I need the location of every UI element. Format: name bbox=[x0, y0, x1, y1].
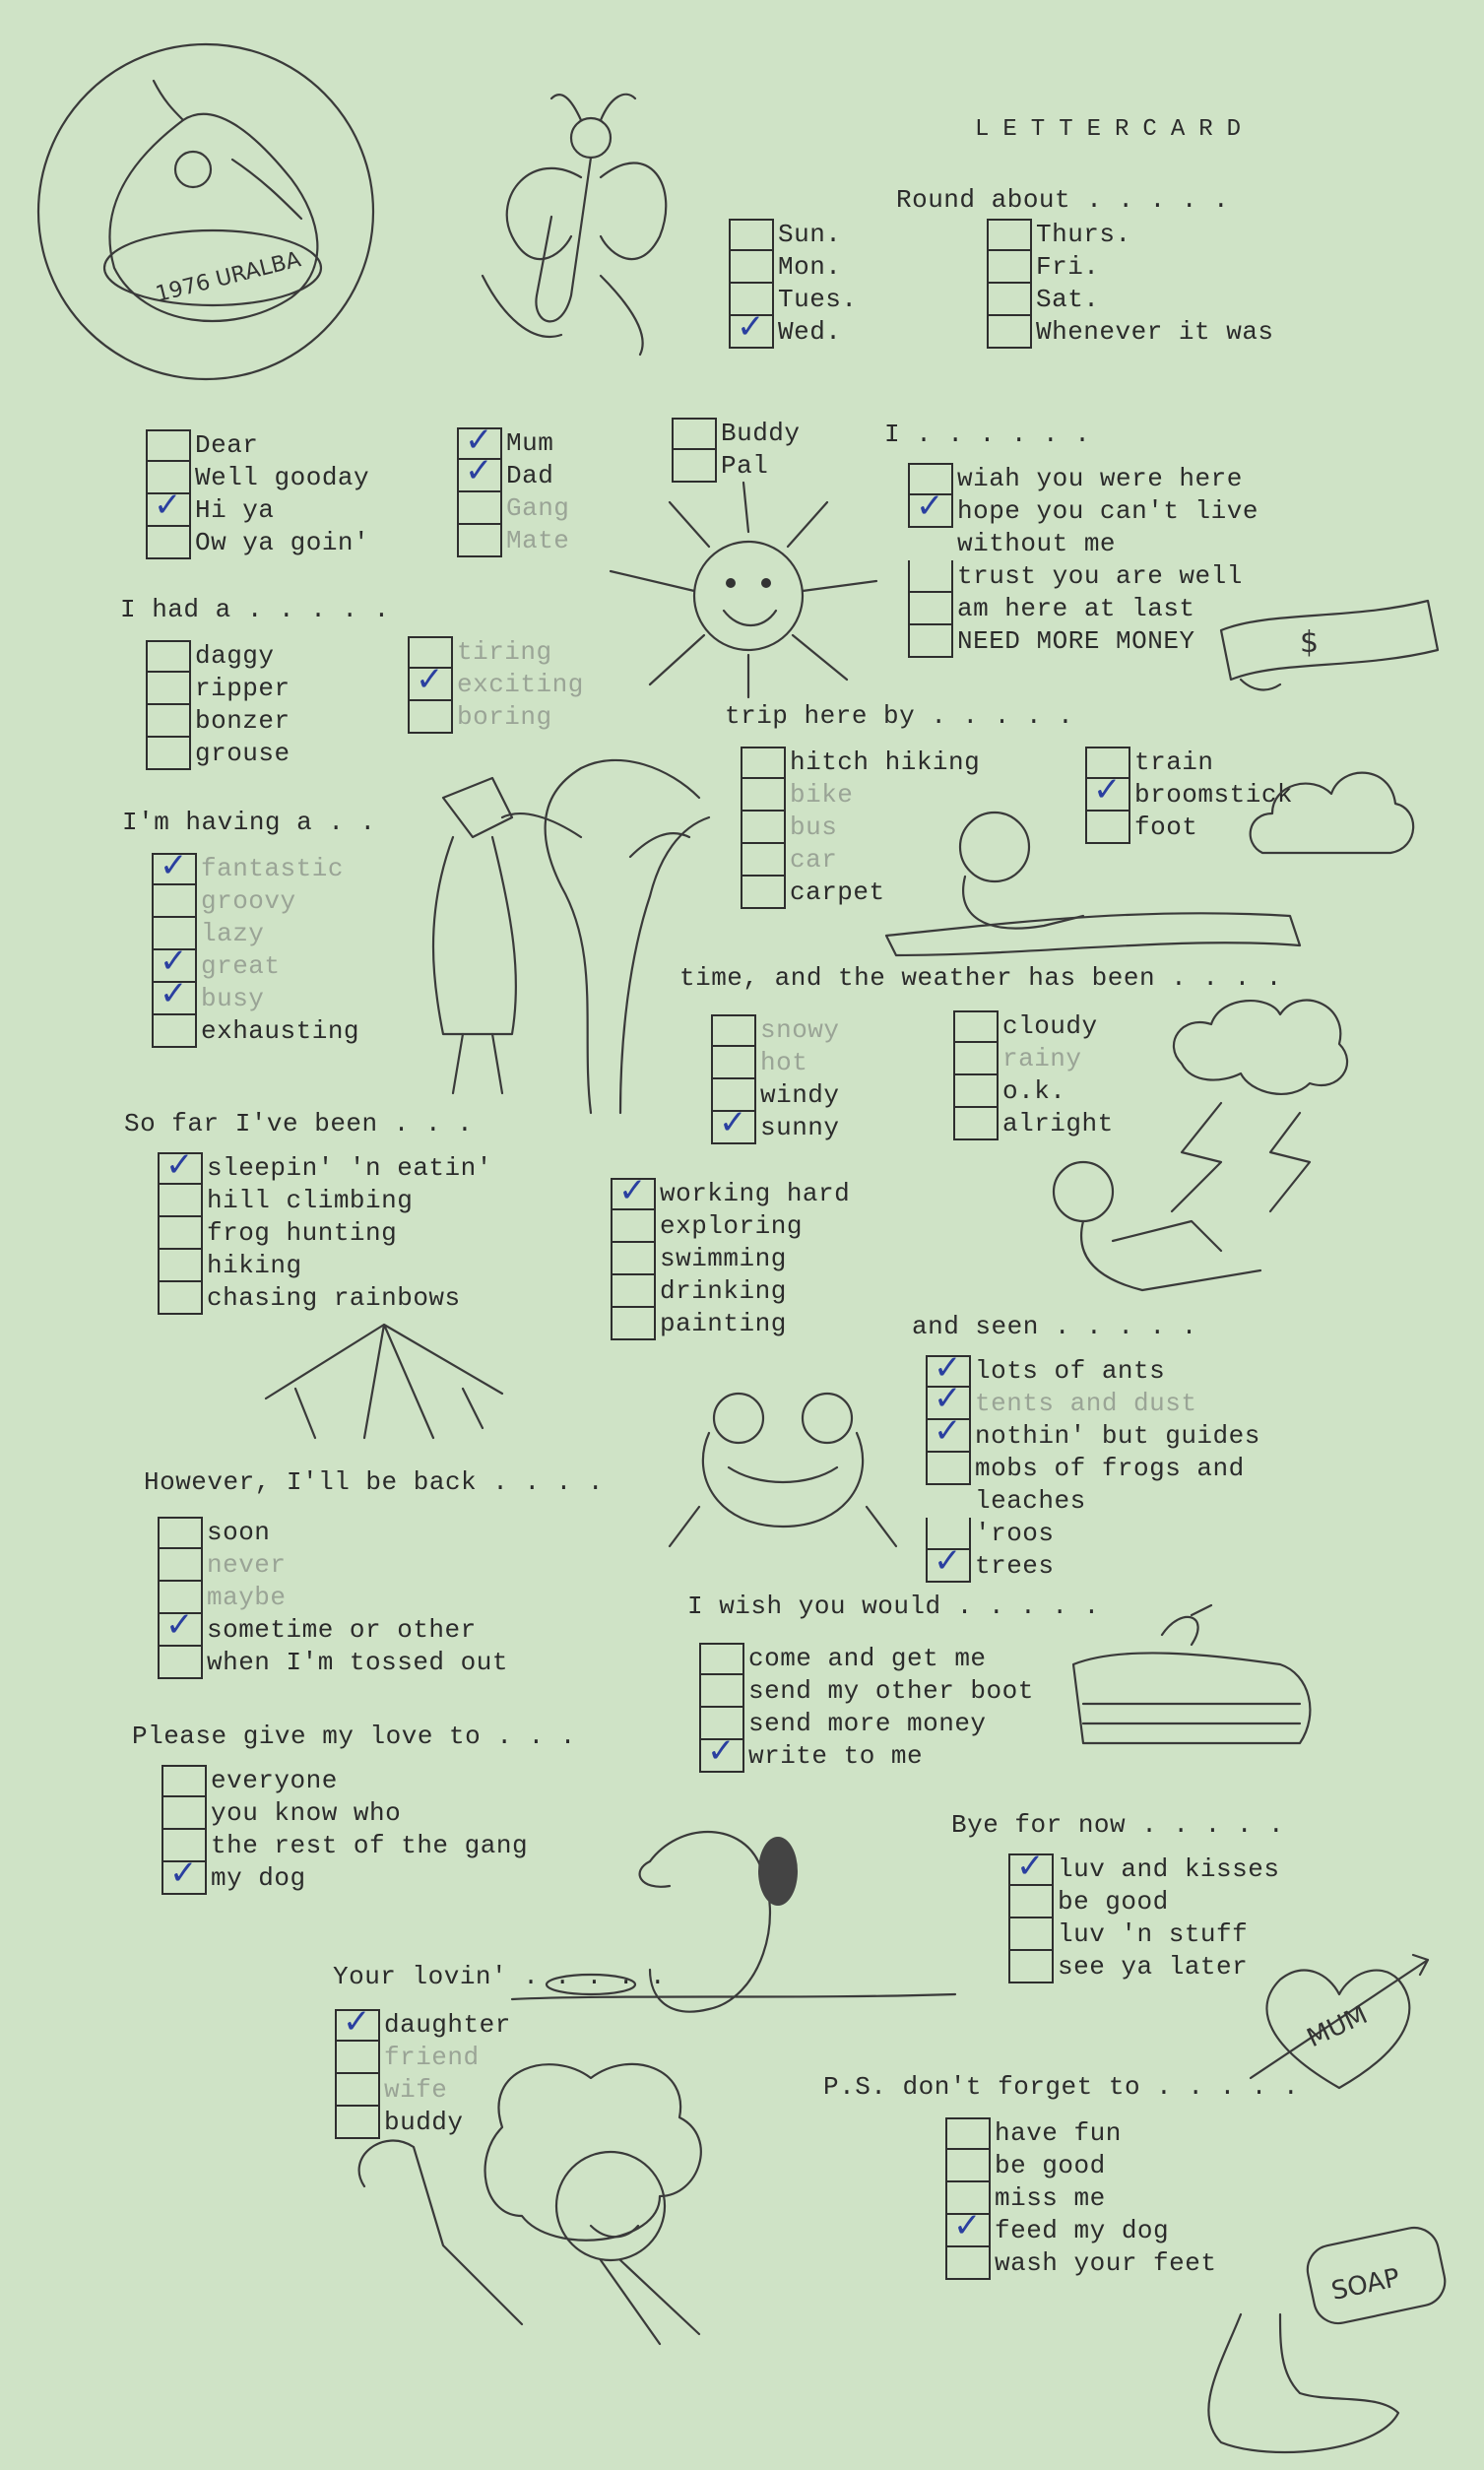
checkbox-label: wife bbox=[384, 2075, 448, 2105]
checkbox-label: miss me bbox=[995, 2183, 1106, 2213]
checkbox-label: Dad bbox=[506, 461, 554, 490]
heading-wish: I wish you would . . . . . bbox=[687, 1592, 1100, 1621]
checkbox-label: Whenever it was bbox=[1036, 317, 1274, 347]
heading-day: Round about . . . . . bbox=[896, 185, 1230, 215]
checkbox-label: send more money bbox=[748, 1709, 987, 1738]
checkbox-label: 'roos bbox=[975, 1519, 1055, 1548]
checkbox[interactable] bbox=[926, 1411, 971, 1453]
checkbox[interactable] bbox=[457, 525, 502, 557]
checkmark-icon: ✓ bbox=[465, 421, 493, 460]
checkbox[interactable] bbox=[611, 1308, 656, 1340]
checkbox[interactable] bbox=[146, 527, 191, 559]
checkbox-label: Mate bbox=[506, 526, 570, 555]
checkbox-label: Hi ya bbox=[195, 495, 275, 525]
checkbox-label: wash your feet bbox=[995, 2248, 1217, 2278]
checkbox-label: friend bbox=[384, 2043, 480, 2072]
checkmark-icon: ✓ bbox=[953, 2206, 982, 2245]
checkbox[interactable] bbox=[161, 1765, 207, 1797]
checkbox-label: Well gooday bbox=[195, 463, 370, 492]
checkbox-label: sometime or other bbox=[207, 1615, 477, 1645]
checkbox-label: Fri. bbox=[1036, 252, 1100, 282]
checkmark-icon: ✓ bbox=[165, 1605, 194, 1645]
checkbox[interactable] bbox=[729, 251, 774, 284]
checkbox-label: windy bbox=[760, 1080, 840, 1110]
heading-ps: P.S. don't forget to . . . . . bbox=[823, 2072, 1300, 2102]
checkbox-label: come and get me bbox=[748, 1644, 987, 1673]
checkbox-label: exciting bbox=[457, 670, 584, 699]
heading-lovin: Your lovin' . . . . . bbox=[333, 1962, 667, 1991]
checkbox[interactable] bbox=[741, 844, 786, 877]
checkbox[interactable] bbox=[158, 1185, 203, 1217]
heading-seen: and seen . . . . . bbox=[912, 1312, 1197, 1341]
checkbox[interactable] bbox=[146, 738, 191, 770]
checkbox-label: Mum bbox=[506, 428, 554, 458]
checkbox-label: groovy bbox=[201, 886, 296, 916]
checkbox[interactable] bbox=[953, 1108, 999, 1140]
checkbox-label: swimming bbox=[660, 1244, 787, 1273]
frog-icon bbox=[660, 1379, 906, 1556]
heading-love: Please give my love to . . . bbox=[132, 1722, 576, 1751]
checkbox[interactable] bbox=[987, 219, 1032, 251]
heading-been: So far I've been . . . bbox=[124, 1109, 474, 1138]
checkmark-icon: ✓ bbox=[160, 846, 188, 885]
checkbox[interactable] bbox=[699, 1731, 744, 1773]
checkbox-label: tents and dust bbox=[975, 1389, 1197, 1418]
checkbox-label: train bbox=[1134, 748, 1214, 777]
checkbox-label: exploring bbox=[660, 1211, 803, 1241]
checkmark-icon: ✓ bbox=[707, 1731, 736, 1771]
checkbox[interactable] bbox=[699, 1643, 744, 1675]
heading-i: I . . . . . . bbox=[884, 420, 1091, 449]
checkbox-label: Ow ya goin' bbox=[195, 528, 370, 557]
checkbox-label: Gang bbox=[506, 493, 570, 523]
checkbox[interactable] bbox=[158, 1282, 203, 1315]
checkbox[interactable] bbox=[335, 2002, 380, 2042]
checkbox[interactable] bbox=[926, 1541, 971, 1583]
checkbox[interactable] bbox=[945, 2247, 991, 2280]
checkbox-label: Buddy bbox=[721, 419, 801, 448]
checkbox-label: maybe bbox=[207, 1583, 287, 1612]
checkbox-label: working hard bbox=[660, 1179, 851, 1208]
stamp-text: 1976 URALBA bbox=[153, 247, 304, 308]
girl-waving-icon bbox=[325, 2048, 798, 2344]
checkmark-icon: ✓ bbox=[416, 660, 444, 699]
checkbox-label: Thurs. bbox=[1036, 220, 1131, 249]
checkbox[interactable] bbox=[146, 429, 191, 462]
checkbox-label: exhausting bbox=[201, 1016, 360, 1046]
money-symbol: $ bbox=[1300, 625, 1320, 660]
checkmark-icon: ✓ bbox=[169, 1853, 198, 1893]
checkbox[interactable] bbox=[945, 2150, 991, 2182]
checkmark-icon: ✓ bbox=[160, 974, 188, 1013]
checkbox[interactable] bbox=[146, 673, 191, 705]
checkbox[interactable] bbox=[158, 1549, 203, 1582]
checkbox-label: broomstick bbox=[1134, 780, 1294, 810]
checkbox[interactable] bbox=[699, 1675, 744, 1708]
checkbox-label: carpet bbox=[790, 878, 885, 907]
checkbox[interactable] bbox=[1008, 1847, 1054, 1886]
hiking-girl-icon bbox=[1024, 1142, 1270, 1330]
checkbox[interactable] bbox=[729, 219, 774, 251]
checkbox[interactable] bbox=[408, 660, 453, 701]
checkbox-label: when I'm tossed out bbox=[207, 1648, 508, 1677]
checkbox-label: car bbox=[790, 845, 838, 875]
checkbox-label: trust you are well bbox=[957, 561, 1243, 591]
checkbox-label: see ya later bbox=[1058, 1952, 1249, 1982]
checkbox-label: o.k. bbox=[1002, 1076, 1066, 1106]
checkbox[interactable] bbox=[741, 812, 786, 844]
checkbox-label: Sun. bbox=[778, 220, 842, 249]
checkbox-label: trees bbox=[975, 1551, 1055, 1581]
heading-weather: time, and the weather has been . . . . bbox=[679, 963, 1282, 993]
checkbox[interactable] bbox=[1008, 1886, 1054, 1918]
foot-soap-icon bbox=[1182, 2196, 1457, 2462]
checkbox[interactable] bbox=[457, 492, 502, 525]
checkbox[interactable] bbox=[158, 1217, 203, 1250]
checkbox[interactable] bbox=[908, 560, 953, 593]
checkbox-label: have fun bbox=[995, 2118, 1122, 2148]
checkbox[interactable] bbox=[987, 316, 1032, 349]
heading-had: I had a . . . . . bbox=[120, 595, 390, 624]
checkbox-label: send my other boot bbox=[748, 1676, 1034, 1706]
checkbox-label: feed my dog bbox=[995, 2216, 1170, 2245]
checkmark-icon: ✓ bbox=[737, 307, 765, 347]
checkbox[interactable] bbox=[161, 1797, 207, 1830]
checkbox[interactable] bbox=[611, 1243, 656, 1275]
checkmark-icon: ✓ bbox=[934, 1348, 962, 1388]
checkbox[interactable] bbox=[611, 1275, 656, 1308]
checkbox-label: lazy bbox=[201, 919, 265, 948]
checkbox-label: busy bbox=[201, 984, 265, 1013]
checkbox-label: tiring bbox=[457, 637, 552, 667]
checkbox-label: sleepin' 'n eatin' bbox=[207, 1153, 492, 1183]
sun-icon bbox=[601, 473, 886, 699]
lettercard-title: LETTERCARD bbox=[975, 116, 1256, 143]
checkbox[interactable] bbox=[741, 779, 786, 812]
checkbox[interactable] bbox=[926, 1453, 971, 1485]
checkmark-icon: ✓ bbox=[165, 1145, 194, 1185]
checkbox[interactable] bbox=[161, 1853, 207, 1895]
checkbox-label: frog hunting bbox=[207, 1218, 398, 1248]
checkmark-icon: ✓ bbox=[934, 1411, 962, 1451]
checkbox-label: be good bbox=[995, 2151, 1106, 2180]
checkmark-icon: ✓ bbox=[719, 1103, 747, 1142]
checkbox-label: hot bbox=[760, 1048, 808, 1077]
checkbox-label: cloudy bbox=[1002, 1011, 1098, 1041]
checkbox-label: bike bbox=[790, 780, 854, 810]
checkbox-label: wiah you were here bbox=[957, 464, 1243, 493]
checkbox-label: hope you can't live bbox=[957, 496, 1258, 526]
checkmark-icon: ✓ bbox=[1016, 1847, 1045, 1886]
checkbox-label: without me bbox=[957, 529, 1117, 558]
uralba-stamp-icon bbox=[35, 41, 376, 382]
checkbox-label: boring bbox=[457, 702, 552, 732]
checkbox[interactable] bbox=[672, 418, 717, 450]
soap-text: SOAP bbox=[1328, 2263, 1403, 2307]
checkbox-label: leaches bbox=[975, 1486, 1086, 1516]
checkbox[interactable] bbox=[953, 1075, 999, 1108]
checkbox[interactable] bbox=[146, 705, 191, 738]
checkbox-label: hiking bbox=[207, 1251, 302, 1280]
heart-mum-icon bbox=[1251, 1950, 1428, 2098]
checkmark-icon: ✓ bbox=[465, 451, 493, 490]
checkbox[interactable] bbox=[611, 1171, 656, 1210]
checkbox[interactable] bbox=[987, 251, 1032, 284]
checkbox-label: bonzer bbox=[195, 706, 290, 736]
checkbox[interactable] bbox=[1008, 1918, 1054, 1951]
checkbox-label: fantastic bbox=[201, 854, 344, 883]
checkbox[interactable] bbox=[457, 451, 502, 492]
checkbox[interactable] bbox=[152, 846, 197, 885]
checkbox-label: daggy bbox=[195, 641, 275, 671]
checkbox-label: lots of ants bbox=[975, 1356, 1166, 1386]
checkbox[interactable] bbox=[158, 1145, 203, 1185]
checkmark-icon: ✓ bbox=[154, 486, 182, 525]
butterfly-icon bbox=[443, 79, 689, 364]
checkbox-label: write to me bbox=[748, 1741, 924, 1771]
checkbox-label: you know who bbox=[211, 1798, 402, 1828]
checkbox[interactable] bbox=[953, 1010, 999, 1043]
checkbox-label: painting bbox=[660, 1309, 787, 1338]
cloud-icon bbox=[1243, 754, 1420, 873]
checkbox-label: hitch hiking bbox=[790, 748, 981, 777]
checkbox-label: luv and kisses bbox=[1058, 1854, 1280, 1884]
checkbox[interactable] bbox=[611, 1210, 656, 1243]
checkmark-icon: ✓ bbox=[934, 1379, 962, 1418]
checkbox-label: my dog bbox=[211, 1863, 306, 1893]
checkbox[interactable] bbox=[908, 487, 953, 528]
checkbox[interactable] bbox=[152, 974, 197, 1015]
checkbox-label: sunny bbox=[760, 1113, 840, 1142]
checkbox-label: Tues. bbox=[778, 285, 858, 314]
checkbox[interactable] bbox=[741, 747, 786, 779]
checkbox-label: great bbox=[201, 951, 281, 981]
checkbox[interactable] bbox=[158, 1647, 203, 1679]
checkmark-icon: ✓ bbox=[1093, 770, 1122, 810]
checkmark-icon: ✓ bbox=[916, 487, 944, 526]
checkbox-label: hill climbing bbox=[207, 1186, 414, 1215]
checkbox[interactable] bbox=[711, 1103, 756, 1144]
checkbox-label: mobs of frogs and bbox=[975, 1454, 1245, 1483]
checkbox-label: grouse bbox=[195, 739, 290, 768]
checkbox-label: buddy bbox=[384, 2108, 464, 2137]
checkbox[interactable] bbox=[158, 1250, 203, 1282]
tree-and-girl-icon bbox=[384, 739, 719, 1113]
checkbox[interactable] bbox=[908, 625, 953, 658]
checkbox[interactable] bbox=[945, 2117, 991, 2150]
checkbox[interactable] bbox=[158, 1605, 203, 1647]
heading-back: However, I'll be back . . . . bbox=[144, 1467, 604, 1497]
heading-trip: trip here by . . . . . bbox=[725, 701, 1074, 731]
dog-icon bbox=[512, 1802, 955, 2029]
checkbox[interactable] bbox=[152, 885, 197, 918]
checkbox[interactable] bbox=[152, 1015, 197, 1048]
checkbox[interactable] bbox=[953, 1043, 999, 1075]
checkbox[interactable] bbox=[987, 284, 1032, 316]
checkbox[interactable] bbox=[945, 2206, 991, 2247]
checkbox-label: be good bbox=[1058, 1887, 1169, 1917]
checkbox[interactable] bbox=[729, 307, 774, 349]
checkbox-label: nothin' but guides bbox=[975, 1421, 1260, 1451]
checkbox-label: Wed. bbox=[778, 317, 842, 347]
checkbox-label: Sat. bbox=[1036, 285, 1100, 314]
checkbox[interactable] bbox=[146, 486, 191, 527]
checkbox-label: snowy bbox=[760, 1015, 840, 1045]
checkbox-label: chasing rainbows bbox=[207, 1283, 461, 1313]
checkbox-label: Pal bbox=[721, 451, 769, 481]
checkbox[interactable] bbox=[1008, 1951, 1054, 1983]
checkmark-icon: ✓ bbox=[343, 2002, 371, 2042]
tent-icon bbox=[256, 1320, 522, 1448]
checkbox-label: am here at last bbox=[957, 594, 1195, 623]
checkbox-label: foot bbox=[1134, 812, 1198, 842]
heading-having: I'm having a . . bbox=[122, 808, 376, 837]
checkmark-icon: ✓ bbox=[934, 1541, 962, 1581]
checkbox-label: alright bbox=[1002, 1109, 1114, 1138]
checkbox[interactable] bbox=[908, 593, 953, 625]
checkbox-label: bus bbox=[790, 812, 838, 842]
checkbox-label: rainy bbox=[1002, 1044, 1082, 1073]
checkbox-label: luv 'n stuff bbox=[1058, 1919, 1249, 1949]
boot-icon bbox=[1064, 1605, 1320, 1773]
checkbox[interactable] bbox=[146, 640, 191, 673]
checkmark-icon: ✓ bbox=[160, 942, 188, 981]
checkmark-icon: ✓ bbox=[618, 1171, 647, 1210]
checkbox-label: NEED MORE MONEY bbox=[957, 626, 1195, 656]
checkbox[interactable] bbox=[408, 701, 453, 734]
heading-bye: Bye for now . . . . . bbox=[951, 1810, 1285, 1840]
checkbox-label: Mon. bbox=[778, 252, 842, 282]
checkbox-label: ripper bbox=[195, 674, 290, 703]
checkbox[interactable] bbox=[158, 1517, 203, 1549]
checkbox-label: daughter bbox=[384, 2010, 511, 2040]
money-banner-icon bbox=[1211, 591, 1448, 699]
checkbox-label: the rest of the gang bbox=[211, 1831, 529, 1860]
checkbox-label: soon bbox=[207, 1518, 271, 1547]
heart-text: MUM bbox=[1302, 2000, 1373, 2054]
checkbox-label: drinking bbox=[660, 1276, 787, 1306]
checkbox-label: everyone bbox=[211, 1766, 338, 1795]
checkbox-label: never bbox=[207, 1550, 287, 1580]
checkbox[interactable] bbox=[741, 877, 786, 909]
checkbox-label: Dear bbox=[195, 430, 259, 460]
